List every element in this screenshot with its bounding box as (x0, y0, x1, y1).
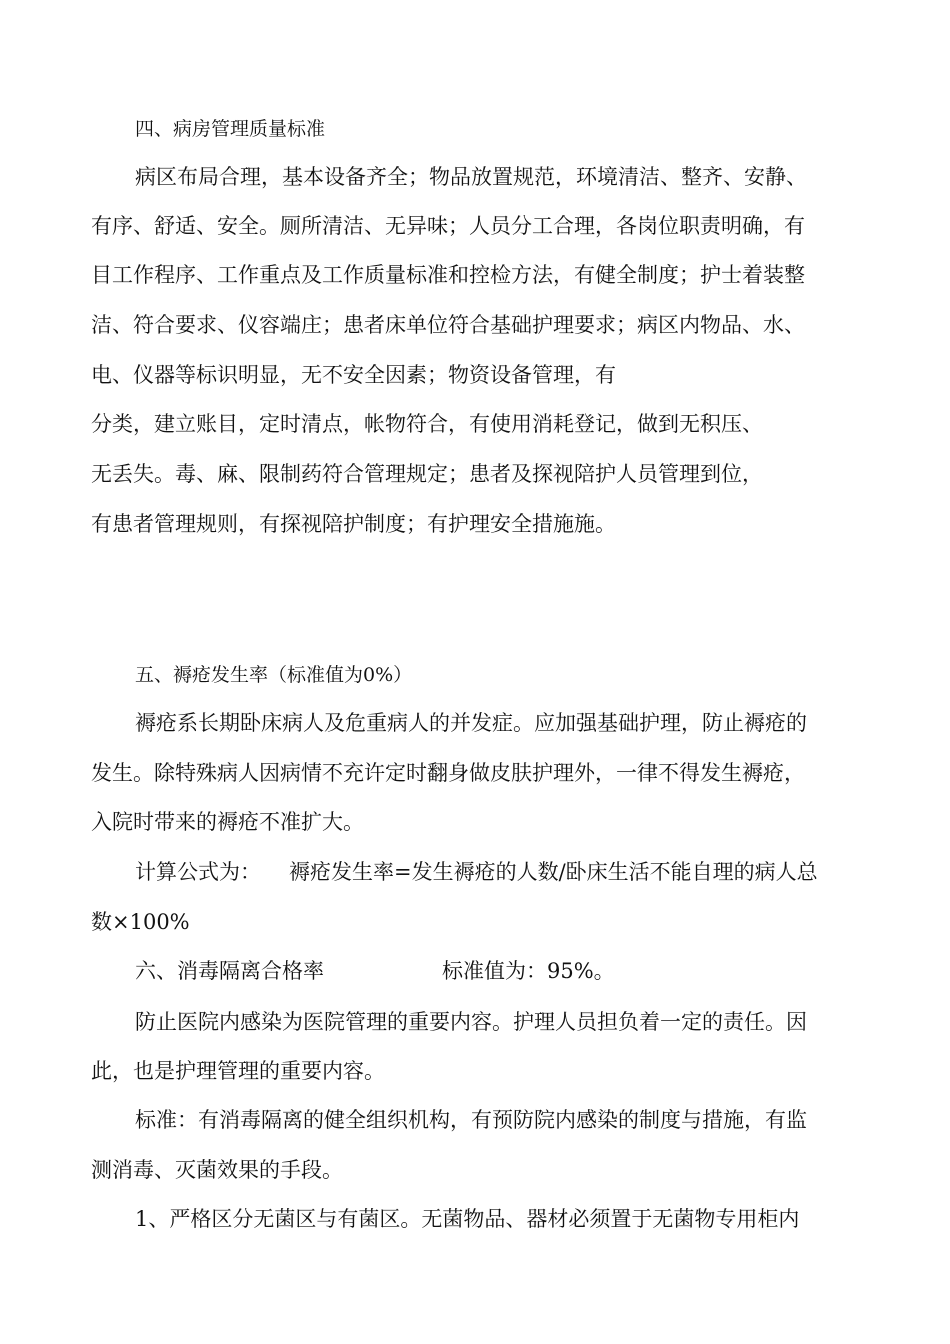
section-5-line-3: 入院时带来的褥疮不准扩大。 (91, 810, 364, 834)
section-5-line-1: 褥疮系长期卧床病人及危重病人的并发症。应加强基础护理，防止褥疮的 (135, 711, 807, 735)
section-4-line-6: 分类，建立账目，定时清点，帐物符合，有使用消耗登记，做到无积压、 (91, 412, 763, 436)
section-4-line-1: 病区布局合理，基本设备齐全；物品放置规范，环境清洁、整齐、安静、 (135, 165, 807, 189)
section-4-line-4: 洁、符合要求、仪容端庄；患者床单位符合基础护理要求；病区内物品、水、 (91, 313, 805, 337)
section-4-heading: 四、病房管理质量标准 (135, 118, 326, 140)
section-5-line-2: 发生。除特殊病人因病情不充许定时翻身做皮肤护理外，一律不得发生褥疮， (91, 761, 805, 785)
section-4-line-2: 有序、舒适、安全。厕所清洁、无异味；人员分工合理，各岗位职责明确，有 (91, 214, 805, 238)
formula-label: 计算公式为： (135, 860, 261, 884)
formula-continuation: 数×100% (91, 910, 190, 934)
section-6-line-1: 防止医院内感染为医院管理的重要内容。护理人员担负着一定的责任。因 (135, 1010, 807, 1034)
section-6-line-2: 此，也是护理管理的重要内容。 (91, 1059, 385, 1083)
section-5-heading: 五、褥疮发生率（标准值为0%） (135, 664, 413, 686)
section-6-line-3: 标准：有消毒隔离的健全组织机构，有预防院内感染的制度与措施，有监 (135, 1108, 807, 1132)
section-6-line-4: 测消毒、灭菌效果的手段。 (91, 1158, 343, 1182)
section-6-heading: 六、消毒隔离合格率 (135, 959, 324, 983)
section-6-heading-line (135, 957, 615, 985)
section-4-line-8: 有患者管理规则，有探视陪护制度；有护理安全措施施。 (91, 512, 616, 536)
formula-text: 褥疮发生率=发生褥疮的人数/卧床生活不能自理的病人总 (289, 860, 818, 884)
section-4-line-5: 电、仪器等标识明显，无不安全因素；物资设备管理，有 (91, 363, 616, 387)
section-6-standard: 标准值为：95%。 (442, 959, 615, 983)
section-4-line-7: 无丢失。毒、麻、限制药符合管理规定；患者及探视陪护人员管理到位， (91, 462, 763, 486)
formula-line (135, 858, 818, 886)
section-4-line-3: 目工作程序、工作重点及工作质量标准和控检方法，有健全制度；护士着装整 (91, 263, 805, 287)
section-6-line-5: 1、严格区分无菌区与有菌区。无菌物品、器材必须置于无菌物专用柜内 (135, 1207, 800, 1231)
